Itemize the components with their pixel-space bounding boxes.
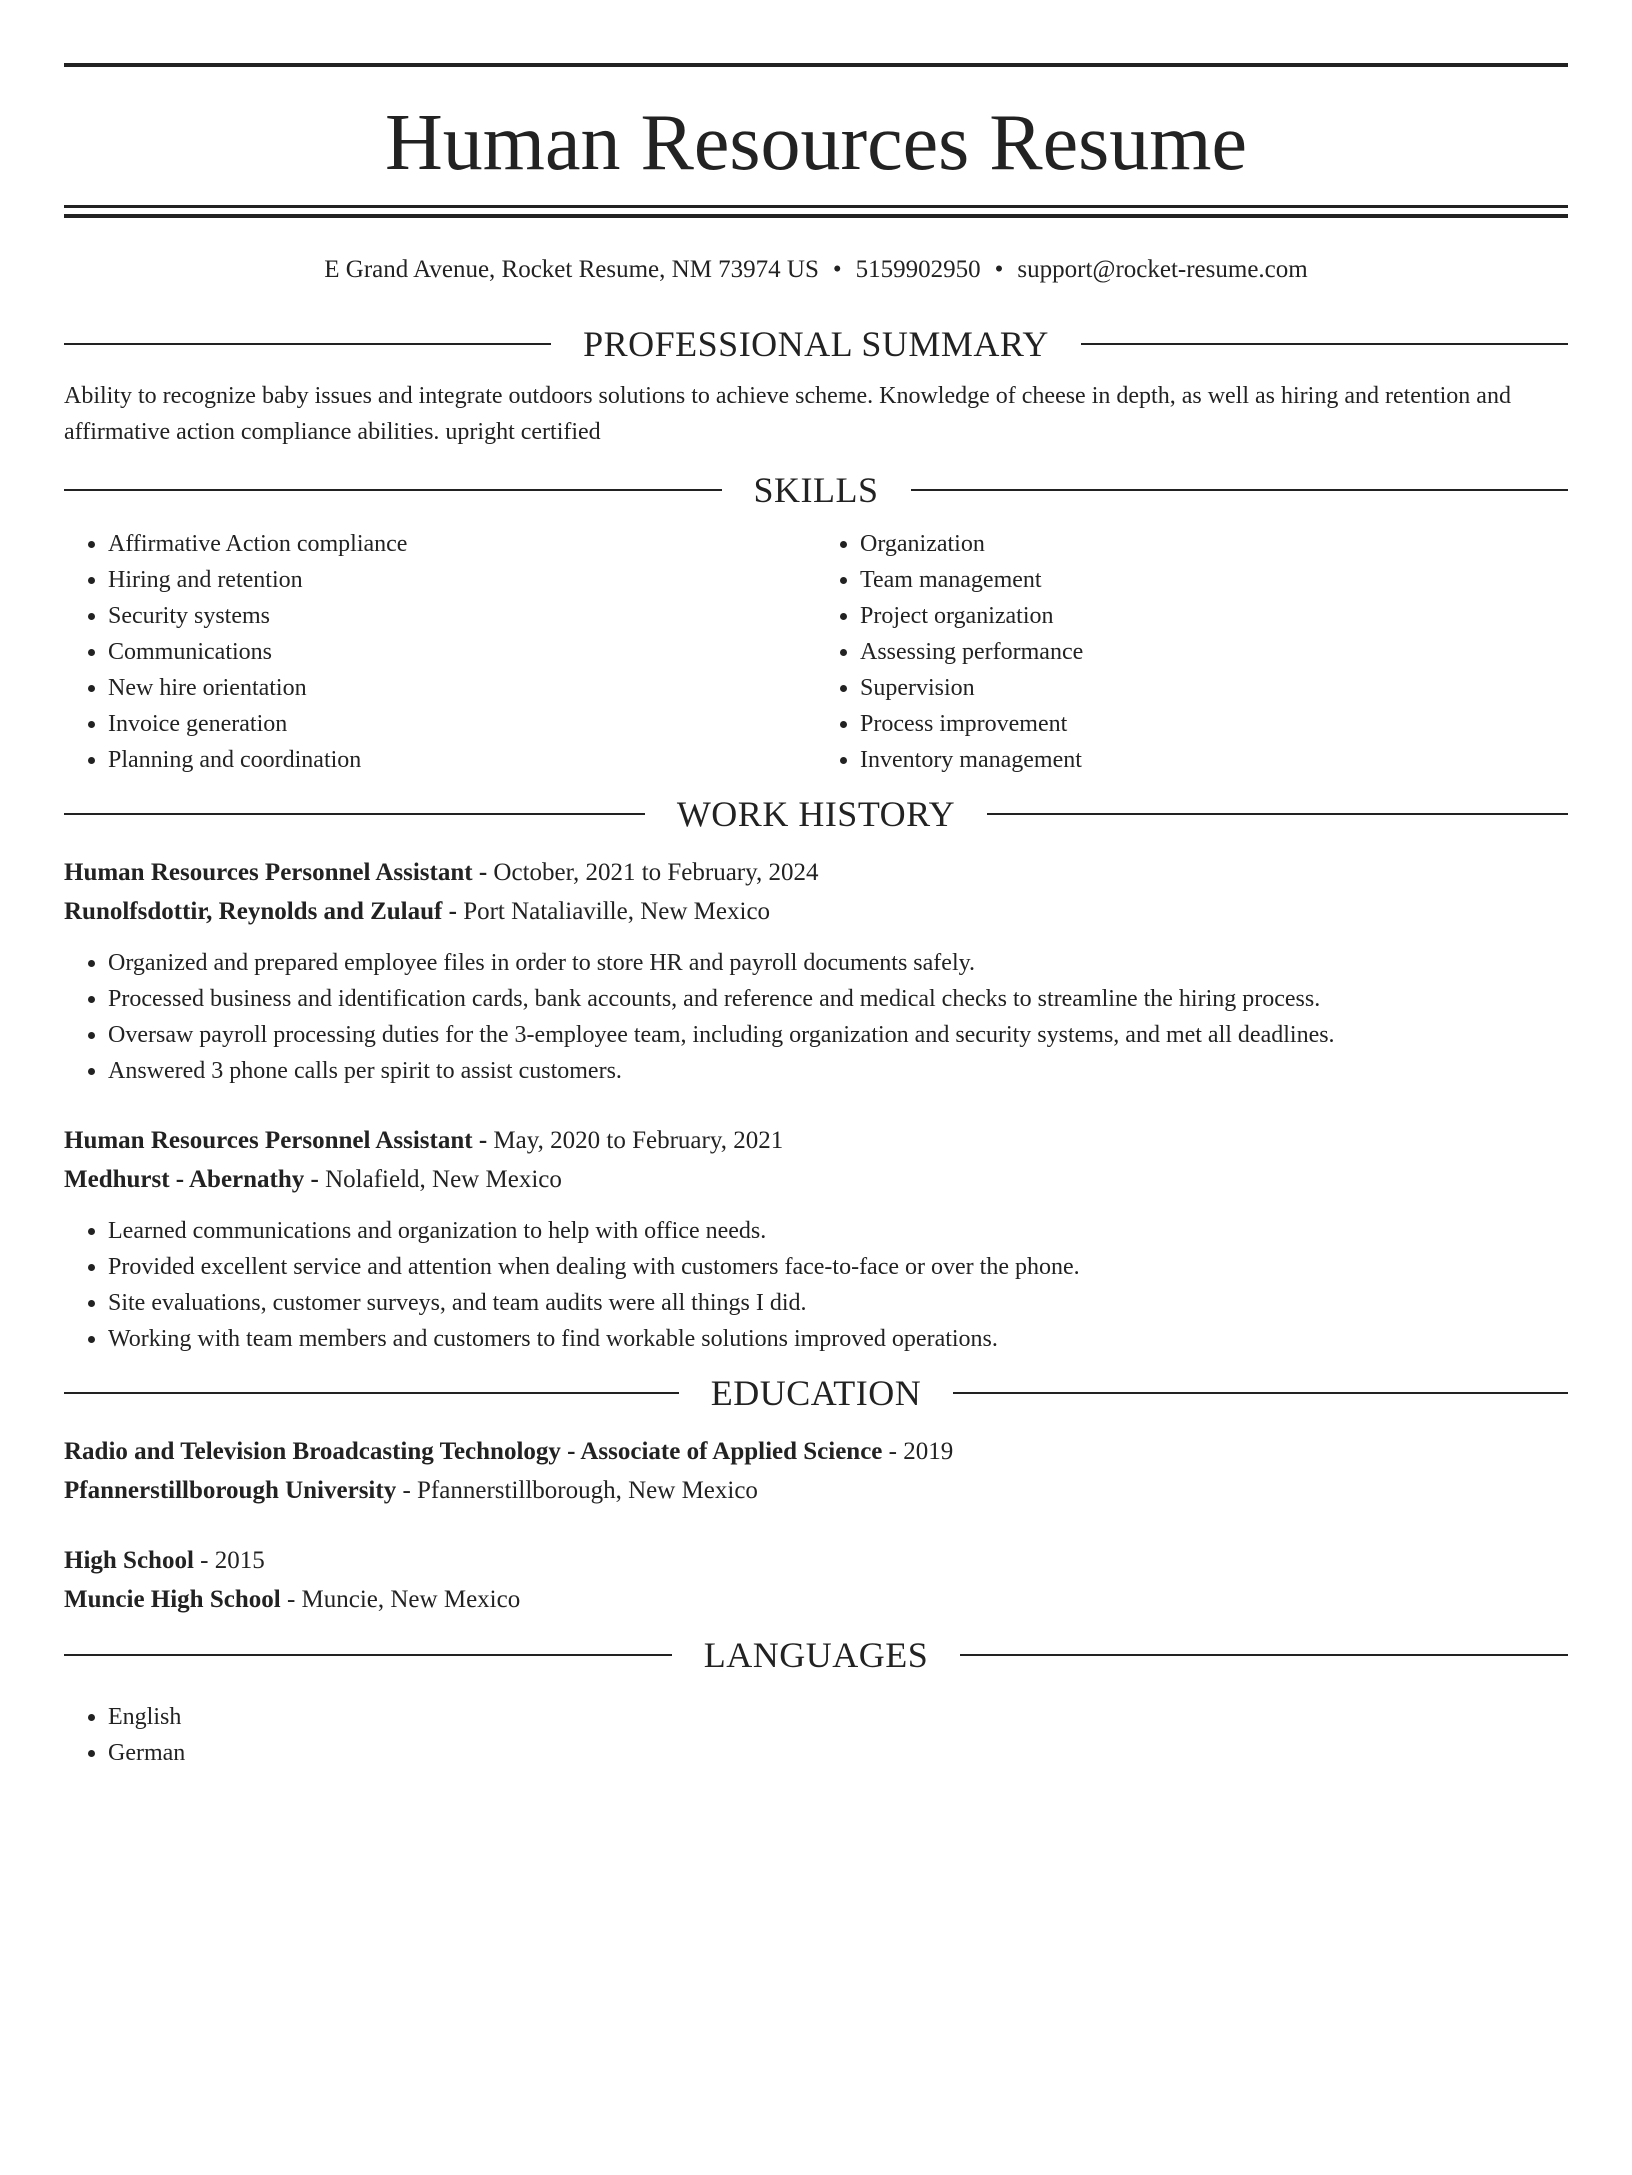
work-heading-label: WORK HISTORY [676,794,956,834]
skills-heading [64,468,1568,512]
job-entry [64,853,1568,1089]
divider-line [911,489,1569,491]
skill-item: • Affirmative Action compliance [108,526,816,562]
skill-item: • Security systems [108,598,816,634]
job-title: Human Resources Personnel Assistant [64,1127,473,1154]
skill-item: • Assessing performance [860,634,1568,670]
job-dates: October, 2021 to February, 2024 [493,859,819,886]
divider-line [1081,343,1568,345]
skill-item: • New hire orientation [108,670,816,706]
resume-page [0,63,1632,2175]
education-year: 2019 [903,1438,954,1465]
divider-line [953,1392,1568,1394]
skill-item: • Planning and coordination [108,742,816,778]
job-bullet: • Learned communications and organization to help with office needs. [108,1213,1568,1249]
contact-phone: 5159902950 [855,256,981,283]
skill-item: • Organization [860,526,1568,562]
divider-line [987,813,1568,815]
job-bullet: • Processed business and identification cards, bank accounts, and reference and medical checks to streamline the hiring process. [108,981,1568,1017]
job-title-line: Human Resources Personnel Assistant - May, 2020 to February, 2021 [64,1127,784,1154]
summary-text: Ability to recognize baby issues and integrate outdoors solutions to achieve scheme. Knowledge of cheese in depth, as well as hiring and retention and affirmative action compliance abilities. upright certified [64,383,1511,445]
language-item: • German [108,1735,1568,1771]
top-rule [64,63,1568,67]
job-dates: May, 2020 to February, 2021 [493,1127,784,1154]
education-heading [64,1371,1568,1415]
education-school: Muncie High School [64,1586,281,1613]
skill-item: • Team management [860,562,1568,598]
education-heading-label: EDUCATION [710,1373,922,1413]
divider-line [960,1654,1568,1656]
job-bullet: • Working with team members and customers to find workable solutions improved operations. [108,1321,1568,1357]
education-entry [64,1541,1568,1619]
job-bullets [64,945,1568,1089]
job-bullet: • Provided excellent service and attention when dealing with customers face-to-face or over the phone. [108,1249,1568,1285]
education-year: 2015 [214,1547,265,1574]
job-bullets [64,1213,1568,1357]
skill-item: • Communications [108,634,816,670]
education-school: Pfannerstillborough University [64,1477,397,1504]
title-double-rule [64,205,1568,218]
work-heading [64,792,1568,836]
job-bullet: • Oversaw payroll processing duties for the 3-employee team, including organization and security systems, and met all deadlines. [108,1017,1568,1053]
skills-list [64,526,1568,778]
divider-line [64,343,551,345]
contact-line [64,256,1568,286]
education-school-line: Muncie High School - Muncie, New Mexico [64,1586,521,1613]
skill-item: • Inventory management [860,742,1568,778]
education-degree-line: High School - 2015 [64,1547,265,1574]
skill-item: • Hiring and retention [108,562,816,598]
divider-line [64,1654,672,1656]
contact-address: E Grand Avenue, Rocket Resume, NM 73974 US [324,256,819,283]
education-entry [64,1432,1568,1510]
divider-line [64,1392,679,1394]
job-company-line: Medhurst - Abernathy - Nolafield, New Mexico [64,1166,562,1193]
job-bullet: • Organized and prepared employee files in order to store HR and payroll documents safely. [108,945,1568,981]
job-bullet: • Answered 3 phone calls per spirit to assist customers. [108,1053,1568,1089]
education-school-line: Pfannerstillborough University - Pfannerstillborough, New Mexico [64,1477,758,1504]
job-company: Medhurst - Abernathy [64,1166,305,1193]
languages-heading [64,1633,1568,1677]
job-title: Human Resources Personnel Assistant [64,859,473,886]
summary-heading-label: PROFESSIONAL SUMMARY [583,324,1049,364]
divider-line [64,813,645,815]
language-item: • English [108,1699,1568,1735]
languages-list [64,1699,1568,1771]
skill-item: • Supervision [860,670,1568,706]
skill-item: • Process improvement [860,706,1568,742]
contact-separator: • [832,256,842,283]
education-degree-line: Radio and Television Broadcasting Technology - Associate of Applied Science - 2019 [64,1438,954,1465]
education-location: Pfannerstillborough, New Mexico [417,1477,758,1504]
job-company: Runolfsdottir, Reynolds and Zulauf [64,898,443,925]
job-company-line: Runolfsdottir, Reynolds and Zulauf - Port Nataliaville, New Mexico [64,898,771,925]
job-location: Port Nataliaville, New Mexico [463,898,771,925]
languages-heading-label: LANGUAGES [703,1635,929,1675]
divider-line [64,489,722,491]
education-location: Muncie, New Mexico [301,1586,521,1613]
skill-item: • Project organization [860,598,1568,634]
education-degree: Radio and Television Broadcasting Technology - Associate of Applied Science [64,1438,883,1465]
contact-separator: • [994,256,1004,283]
job-entry [64,1121,1568,1357]
skills-column-right [816,526,1568,778]
job-location: Nolafield, New Mexico [325,1166,562,1193]
contact-email: support@rocket-resume.com [1017,256,1308,283]
skills-heading-label: SKILLS [753,470,879,510]
page-title: Human Resources Resume [384,99,1248,187]
skill-item: • Invoice generation [108,706,816,742]
job-title-line: Human Resources Personnel Assistant - October, 2021 to February, 2024 [64,859,819,886]
summary-heading [64,322,1568,366]
skills-column-left [64,526,816,778]
education-degree: High School [64,1547,194,1574]
job-bullet: • Site evaluations, customer surveys, and team audits were all things I did. [108,1285,1568,1321]
